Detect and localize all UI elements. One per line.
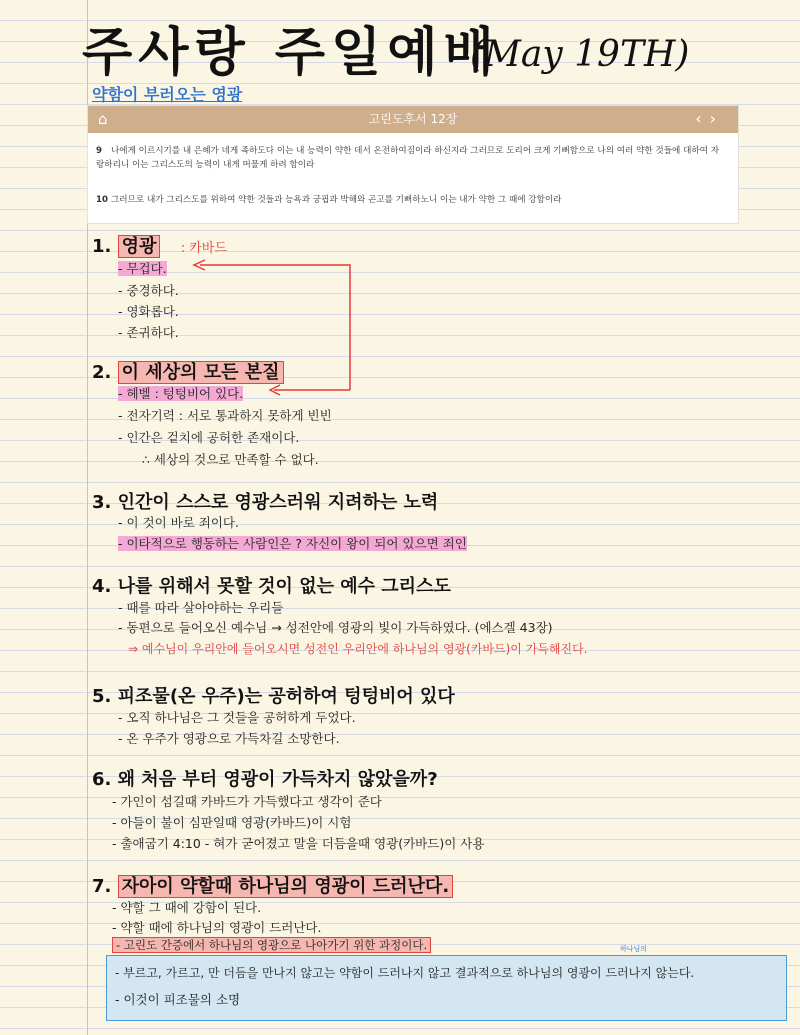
list-item: - 무겁다.	[118, 261, 167, 276]
verse-text: 그러므로 내가 그리스도를 위하여 약한 것들과 능욕과 궁핍과 박해와 곤고를 기뻐하노니 이는 내가 약한 그 때에 강함이라	[111, 195, 562, 205]
ink-annotation: 하나님의	[620, 945, 648, 953]
list-item: - 약할 때에 하나님의 영광이 드러난다.	[112, 920, 322, 935]
list-item: - 중경하다.	[118, 283, 179, 298]
list-item: - 헤벨 : 텅텅비어 있다.	[118, 386, 244, 401]
list-item: - 오직 하나님은 그 것들을 공허하게 두었다.	[118, 710, 356, 725]
list-item: - 부르고, 가르고, 만 더듬을 만나지 않고는 약함이 드러나지 않고 결과적으로 하나님의 영광이 드러나지 않는다.	[115, 966, 695, 980]
verse-number: 10	[96, 195, 108, 205]
page-title: 주사랑 주일예배	[82, 22, 500, 83]
list-item: - 때를 따라 살아야하는 우리들	[118, 600, 284, 615]
list-item: - 가인이 섬길때 카바드가 가득했다고 생각이 준다	[112, 794, 382, 809]
section-number: 2.	[92, 362, 112, 383]
bible-chapter-title: 고린도후서 12장	[368, 112, 458, 126]
list-item: - 전자기력 : 서로 통과하지 못하게 빈빈	[118, 408, 332, 423]
section-5-heading: 5. 피조물(온 우주)는 공허하여 텅텅비어 있다	[92, 686, 455, 707]
list-item: - 출애굽기 4:10 - 혀가 굳어졌고 말을 더듬을때 영광(카바드)이 사용	[112, 836, 485, 851]
date-label: (May 19TH)	[470, 34, 690, 75]
section-title: 자아이 약할때 하나님의 영광이 드러난다.	[118, 875, 454, 898]
section-6-heading: 6. 왜 처음 부터 영광이 가득차지 않았을까?	[92, 769, 438, 790]
section-title: 피조물(온 우주)는 공허하여 텅텅비어 있다	[117, 686, 455, 707]
list-item: - 아들이 불이 심판일때 영광(카바드)이 시험	[112, 815, 352, 830]
list-item: - 인간은 겉치에 공허한 존재이다.	[118, 430, 300, 445]
section-title: 인간이 스스로 영광스러워 지려하는 노력	[117, 492, 439, 513]
list-item: ∴ 세상의 것으로 만족할 수 없다.	[142, 452, 319, 467]
list-item-highlight: ⇒ 예수님이 우리안에 들어오시면 성전인 우리안에 하나님의 영광(카바드)이 가득해진다.	[128, 642, 588, 656]
list-item: - 영화롭다.	[118, 304, 179, 319]
list-item: - 약할 그 때에 강함이 된다.	[112, 900, 262, 915]
section-title: 이 세상의 모든 본질	[118, 361, 284, 384]
chevron-left-icon[interactable]: ‹	[695, 109, 710, 128]
verse-text: 나에게 이르시기를 내 은혜가 네게 족하도다 이는 내 능력이 약한 데서 온전하여짐이라 하신지라 그러므로 도리어 크게 기뻐함으로 나의 여러 약한 것들에 대하여 자랑하리니 이는 그리스도의 능력이 내게 머물게 하려 함이라	[96, 146, 720, 170]
list-item: - 이것이 피조물의 소명	[115, 992, 241, 1007]
sermon-subtitle: 약함이 부러오는 영광	[92, 85, 243, 104]
chevron-right-icon[interactable]: ›	[709, 109, 724, 128]
list-item: - 존귀하다.	[118, 325, 179, 340]
list-item: - 동편으로 들어오신 예수님 → 성전안에 영광의 빛이 가득하였다. (에스겔 43장)	[118, 620, 553, 635]
section-3-heading: 3. 인간이 스스로 영광스러워 지려하는 노력	[92, 492, 439, 513]
verse-number: 9	[96, 146, 102, 156]
section-4-heading: 4. 나를 위해서 못할 것이 없는 예수 그리스도	[92, 576, 451, 597]
list-item: - 이타적으로 행동하는 사람인은 ? 자신이 왕이 되어 있으면 죄인	[118, 536, 467, 551]
list-item: - 온 우주가 영광으로 가득차길 소망한다.	[118, 731, 340, 746]
summary-highlight-box	[106, 955, 787, 1021]
keyword-glory: 영광	[118, 235, 161, 258]
section-title: 왜 처음 부터 영광이 가득차지 않았을까?	[117, 769, 438, 790]
keyword-note: : 카바드	[180, 241, 227, 256]
list-item: - 고린도 간증에서 하나님의 영광으로 나아가기 위한 과정이다.	[112, 937, 431, 953]
section-number: 1.	[92, 236, 112, 257]
section-7-heading: 7. 자아이 약할때 하나님의 영광이 드러난다.	[92, 872, 453, 898]
section-title: 나를 위해서 못할 것이 없는 예수 그리스도	[117, 576, 451, 597]
list-item: - 이 것이 바로 죄이다.	[118, 515, 239, 530]
home-icon[interactable]: ⌂	[98, 110, 108, 128]
